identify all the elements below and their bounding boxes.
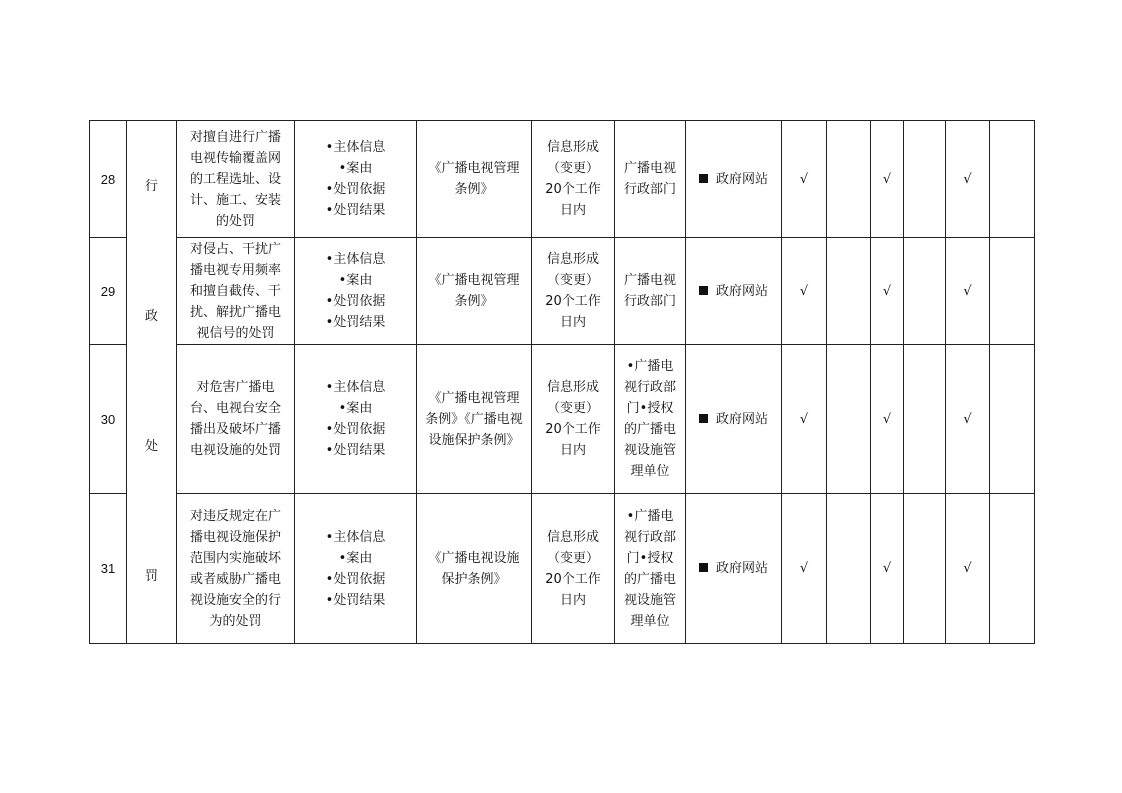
basis-cell: 《广播电视管理条例》 (417, 238, 532, 345)
check-mark: √ (946, 494, 990, 644)
table-row (90, 345, 1035, 494)
empty-cell (990, 121, 1035, 238)
empty-cell (827, 494, 871, 644)
category-char: 罚 (144, 568, 158, 584)
check-mark: √ (782, 238, 827, 345)
subject-cell: 对侵占、干扰广播电视专用频率和擅自截传、干扰、解扰广播电视信号的处罚 (177, 238, 295, 345)
channel-label: 政府网站 (715, 283, 768, 299)
content-cell (295, 345, 417, 494)
subject-cell: 对擅自进行广播电视传输覆盖网的工程选址、设计、施工、安装的处罚 (177, 121, 295, 238)
subject-cell: 对违反规定在广播电视设施保护范围内实施破坏或者威胁广播电视设施安全的行为的处罚 (177, 494, 295, 644)
filled-square-icon (699, 286, 708, 295)
empty-cell (904, 238, 946, 345)
row-number: 31 (90, 494, 127, 644)
content-item: •案由 (338, 273, 373, 288)
check-mark: √ (871, 238, 904, 345)
empty-cell (990, 238, 1035, 345)
check-mark: √ (946, 345, 990, 494)
content-item: •处罚依据 (325, 182, 386, 197)
channel-cell (686, 238, 782, 345)
content-item: •主体信息 (325, 380, 386, 395)
row-number: 28 (90, 121, 127, 238)
department-cell: 广播电视行政部门 (615, 238, 686, 345)
empty-cell (904, 345, 946, 494)
channel-cell (686, 121, 782, 238)
basis-cell: 《广播电视管理条例》《广播电视设施保护条例》 (417, 345, 532, 494)
category-char: 政 (144, 308, 158, 324)
channel-label: 政府网站 (715, 411, 768, 427)
empty-cell (827, 121, 871, 238)
check-mark: √ (871, 121, 904, 238)
category-cell (127, 121, 177, 644)
row-number: 30 (90, 345, 127, 494)
content-cell (295, 238, 417, 345)
content-item: •主体信息 (325, 529, 386, 545)
content-item: •处罚结果 (325, 592, 386, 608)
check-mark: √ (782, 494, 827, 644)
content-cell (295, 494, 417, 644)
content-item: •处罚结果 (325, 443, 386, 458)
check-mark: √ (946, 121, 990, 238)
content-item: •处罚结果 (325, 315, 386, 330)
filled-square-icon (699, 563, 708, 572)
content-item: •主体信息 (325, 252, 386, 267)
time-limit-cell: 信息形成（变更）20个工作日内 (532, 238, 615, 345)
department-cell: 广播电视行政部门 (615, 121, 686, 238)
table-row (90, 494, 1035, 644)
channel-cell (686, 494, 782, 644)
empty-cell (904, 494, 946, 644)
content-cell (295, 121, 417, 238)
channel-cell (686, 345, 782, 494)
check-mark: √ (946, 238, 990, 345)
content-item: •主体信息 (325, 140, 386, 155)
category-char: 行 (144, 178, 158, 194)
basis-cell: 《广播电视管理条例》 (417, 121, 532, 238)
check-mark: √ (871, 345, 904, 494)
check-mark: √ (782, 345, 827, 494)
content-item: •处罚结果 (325, 203, 386, 218)
channel-label: 政府网站 (715, 171, 768, 187)
empty-cell (827, 345, 871, 494)
category-char: 处 (144, 438, 158, 454)
subject-cell: 对危害广播电台、电视台安全播出及破坏广播电视设施的处罚 (177, 345, 295, 494)
channel-label: 政府网站 (715, 561, 768, 576)
check-mark: √ (782, 121, 827, 238)
empty-cell (904, 121, 946, 238)
empty-cell (990, 494, 1035, 644)
row-number: 29 (90, 238, 127, 345)
check-mark: √ (871, 494, 904, 644)
table-row (90, 238, 1035, 345)
time-limit-cell: 信息形成（变更）20个工作日内 (532, 345, 615, 494)
empty-cell (990, 345, 1035, 494)
content-item: •案由 (338, 550, 373, 566)
content-item: •处罚依据 (325, 294, 386, 309)
department-cell: •广播电视行政部门•授权的广播电视设施管理单位 (615, 494, 686, 644)
content-item: •处罚依据 (325, 422, 386, 437)
time-limit-cell: 信息形成（变更）20个工作日内 (532, 494, 615, 644)
empty-cell (827, 238, 871, 345)
disclosure-table (89, 120, 1035, 644)
filled-square-icon (699, 174, 708, 183)
content-item: •案由 (338, 161, 373, 176)
content-item: •案由 (338, 401, 373, 416)
filled-square-icon (699, 414, 708, 423)
department-cell: •广播电视行政部门•授权的广播电视设施管理单位 (615, 345, 686, 494)
time-limit-cell: 信息形成（变更）20个工作日内 (532, 121, 615, 238)
content-item: •处罚依据 (325, 571, 386, 587)
table-row (90, 121, 1035, 238)
basis-cell: 《广播电视设施保护条例》 (417, 494, 532, 644)
